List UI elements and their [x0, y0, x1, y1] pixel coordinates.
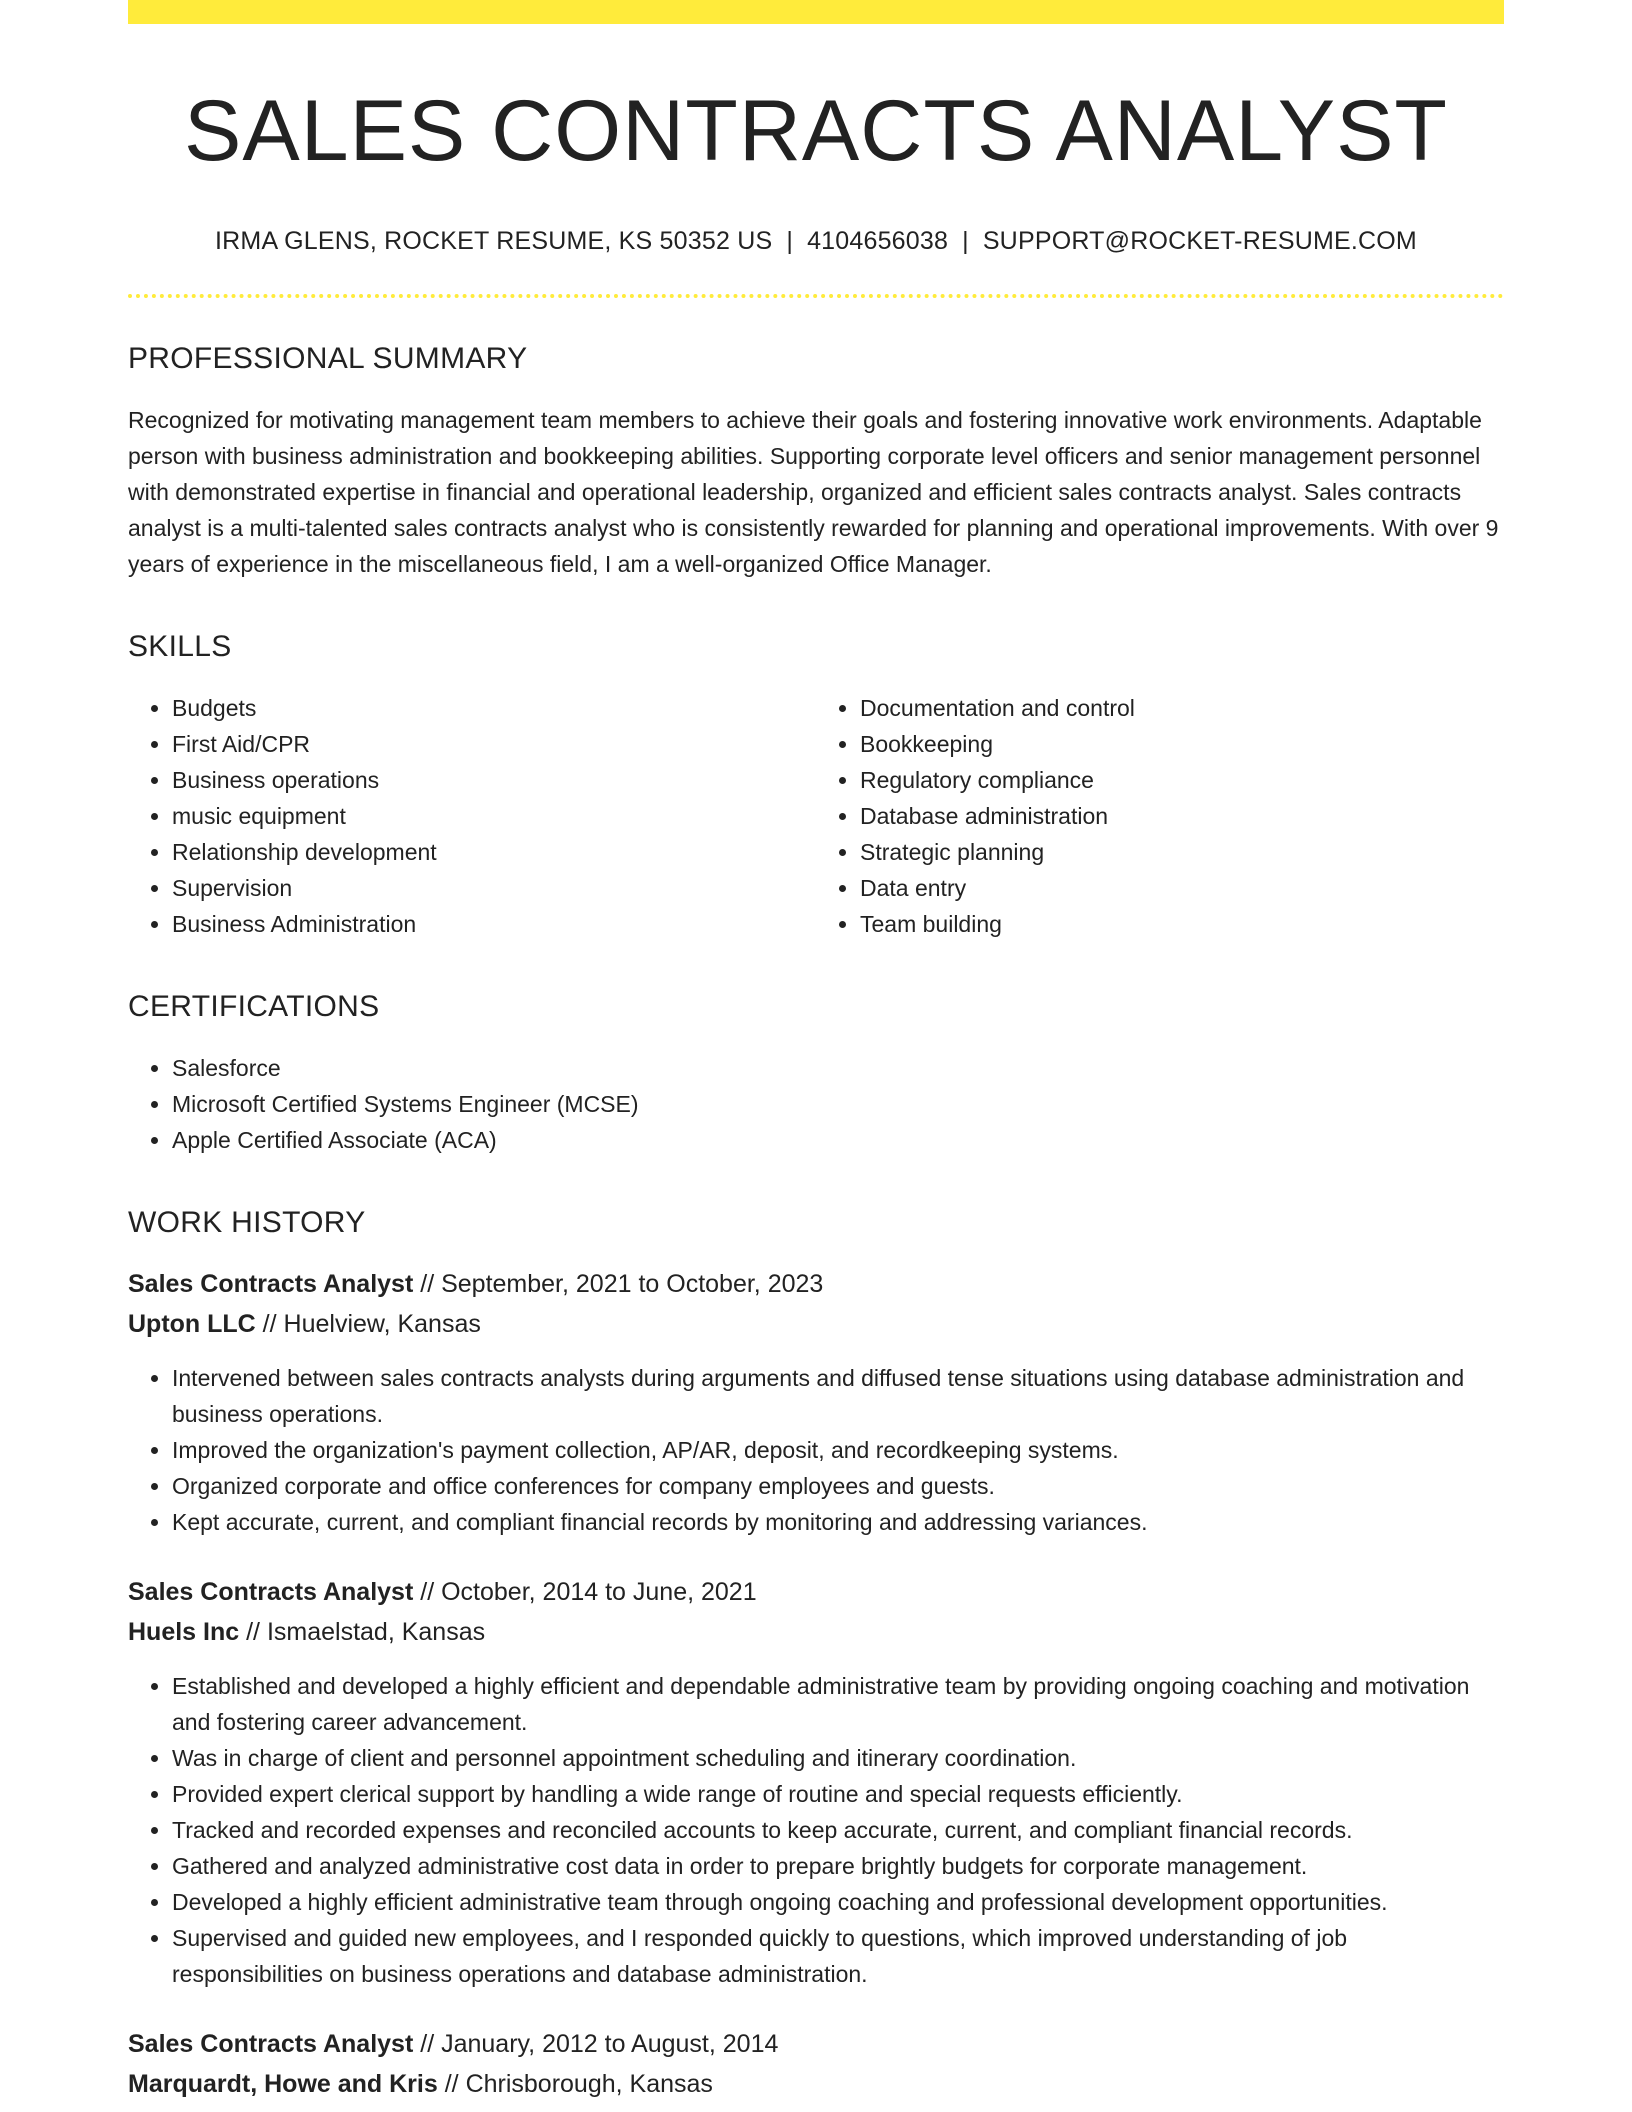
skill-item: • Relationship development [172, 834, 816, 870]
job-title: Sales Contracts Analyst [128, 2029, 414, 2058]
skill-item: • Documentation and control [860, 690, 1504, 726]
job-dates: January, 2012 to August, 2014 [441, 2029, 779, 2058]
skills-list-right [816, 690, 1504, 942]
job-bullet: • Supervised and guided new employees, and I responded quickly to questions, which improved understanding of job responsibilities on business operations and database administration. [172, 1920, 1504, 1992]
summary-heading: PROFESSIONAL SUMMARY [128, 341, 528, 375]
skill-item: • Bookkeeping [860, 726, 1504, 762]
job-bullet: • Organized corporate and office conferences for company employees and guests. [172, 1468, 1504, 1504]
job-separator: // [413, 1269, 442, 1298]
certification-item: • Microsoft Certified Systems Engineer (MCSE) [172, 1086, 1504, 1122]
accent-top-bar [128, 0, 1504, 24]
skill-item: • Business Administration [172, 906, 816, 942]
skill-item: • First Aid/CPR [172, 726, 816, 762]
job-company-line [128, 2064, 1504, 2104]
resume-title: SALES CONTRACTS ANALYST [184, 83, 1448, 179]
certifications-heading: CERTIFICATIONS [128, 989, 380, 1023]
job-bullet: • Was in charge of client and personnel appointment scheduling and itinerary coordination. [172, 1740, 1504, 1776]
job-separator: // [413, 2029, 442, 2058]
skills-list-left [128, 690, 816, 942]
job-title-line [128, 1572, 1504, 1612]
job-bullet: • Established and developed a highly efficient and dependable administrative team by providing ongoing coaching and motivation and fostering career advancement. [172, 1668, 1504, 1740]
job-company-line [128, 1612, 1504, 1652]
job-location: Chrisborough, Kansas [465, 2069, 713, 2098]
job-bullet: • Provided expert clerical support by handling a wide range of routine and special requests efficiently. [172, 1776, 1504, 1812]
contact-separator: | [786, 226, 794, 255]
job-entry [128, 1264, 1504, 1540]
job-bullet: • Tracked and recorded expenses and reconciled accounts to keep accurate, current, and compliant financial records. [172, 1812, 1504, 1848]
job-separator: // [239, 1617, 267, 1646]
skills-heading: SKILLS [128, 629, 232, 663]
job-separator: // [255, 1309, 284, 1338]
skill-item: • music equipment [172, 798, 816, 834]
skill-item: • Strategic planning [860, 834, 1504, 870]
job-separator: // [437, 2069, 466, 2098]
job-bullets [128, 1668, 1504, 1992]
job-company: Marquardt, Howe and Kris [128, 2069, 438, 2098]
job-title-line [128, 1264, 1504, 1304]
work-history-list [128, 1264, 1504, 2104]
skill-item: • Budgets [172, 690, 816, 726]
summary-text: Recognized for motivating management team members to achieve their goals and fostering innovative work environments. Adaptable person with business administration and bookkeeping abilities. Supporting corporate level officers and senior management personnel with demonstrated expertise in financial and operational leadership, organized and efficient sales contracts analyst. Sales contracts analyst is a multi-talented sales contracts analyst who is consistently rewarded for planning and operational improvements. With over 9 years of experience in the miscellaneous field, I am a well-organized Office Manager. [128, 406, 1499, 577]
job-entry [128, 1572, 1504, 1992]
certifications-list [128, 1050, 1504, 1158]
skill-item: • Team building [860, 906, 1504, 942]
skills-grid [128, 664, 1504, 942]
job-entry [128, 2024, 1504, 2104]
job-bullet: • Gathered and analyzed administrative cost data in order to prepare brightly budgets for corporate management. [172, 1848, 1504, 1884]
certification-item: • Apple Certified Associate (ACA) [172, 1122, 1504, 1158]
skill-item: • Database administration [860, 798, 1504, 834]
work-history-heading: WORK HISTORY [128, 1205, 366, 1239]
resume-page [128, 0, 1504, 2104]
certification-item: • Salesforce [172, 1050, 1504, 1086]
job-separator: // [413, 1577, 442, 1606]
contact-phone: 4104656038 [807, 226, 949, 255]
job-title: Sales Contracts Analyst [128, 1577, 414, 1606]
contact-email: SUPPORT@ROCKET-RESUME.COM [982, 226, 1417, 255]
job-company: Huels Inc [128, 1617, 240, 1646]
skill-item: • Business operations [172, 762, 816, 798]
skill-item: • Supervision [172, 870, 816, 906]
job-company-line [128, 1304, 1504, 1344]
dotted-divider [128, 294, 1504, 298]
skill-item: • Regulatory compliance [860, 762, 1504, 798]
job-bullet: • Kept accurate, current, and compliant financial records by monitoring and addressing variances. [172, 1504, 1504, 1540]
job-title-line [128, 2024, 1504, 2064]
contact-address: IRMA GLENS, ROCKET RESUME, KS 50352 US [215, 226, 773, 255]
job-company: Upton LLC [128, 1309, 256, 1338]
job-bullet: • Improved the organization's payment collection, AP/AR, deposit, and recordkeeping systems. [172, 1432, 1504, 1468]
job-bullets [128, 1360, 1504, 1540]
job-bullet: • Developed a highly efficient administrative team through ongoing coaching and professional development opportunities. [172, 1884, 1504, 1920]
job-location: Huelview, Kansas [283, 1309, 481, 1338]
job-location: Ismaelstad, Kansas [266, 1617, 486, 1646]
job-dates: September, 2021 to October, 2023 [441, 1269, 824, 1298]
skill-item: • Data entry [860, 870, 1504, 906]
contact-line [128, 227, 1504, 256]
job-title: Sales Contracts Analyst [128, 1269, 414, 1298]
contact-separator: | [962, 226, 969, 255]
job-dates: October, 2014 to June, 2021 [441, 1577, 757, 1606]
job-bullet: • Intervened between sales contracts analysts during arguments and diffused tense situations using database administration and business operations. [172, 1360, 1504, 1432]
